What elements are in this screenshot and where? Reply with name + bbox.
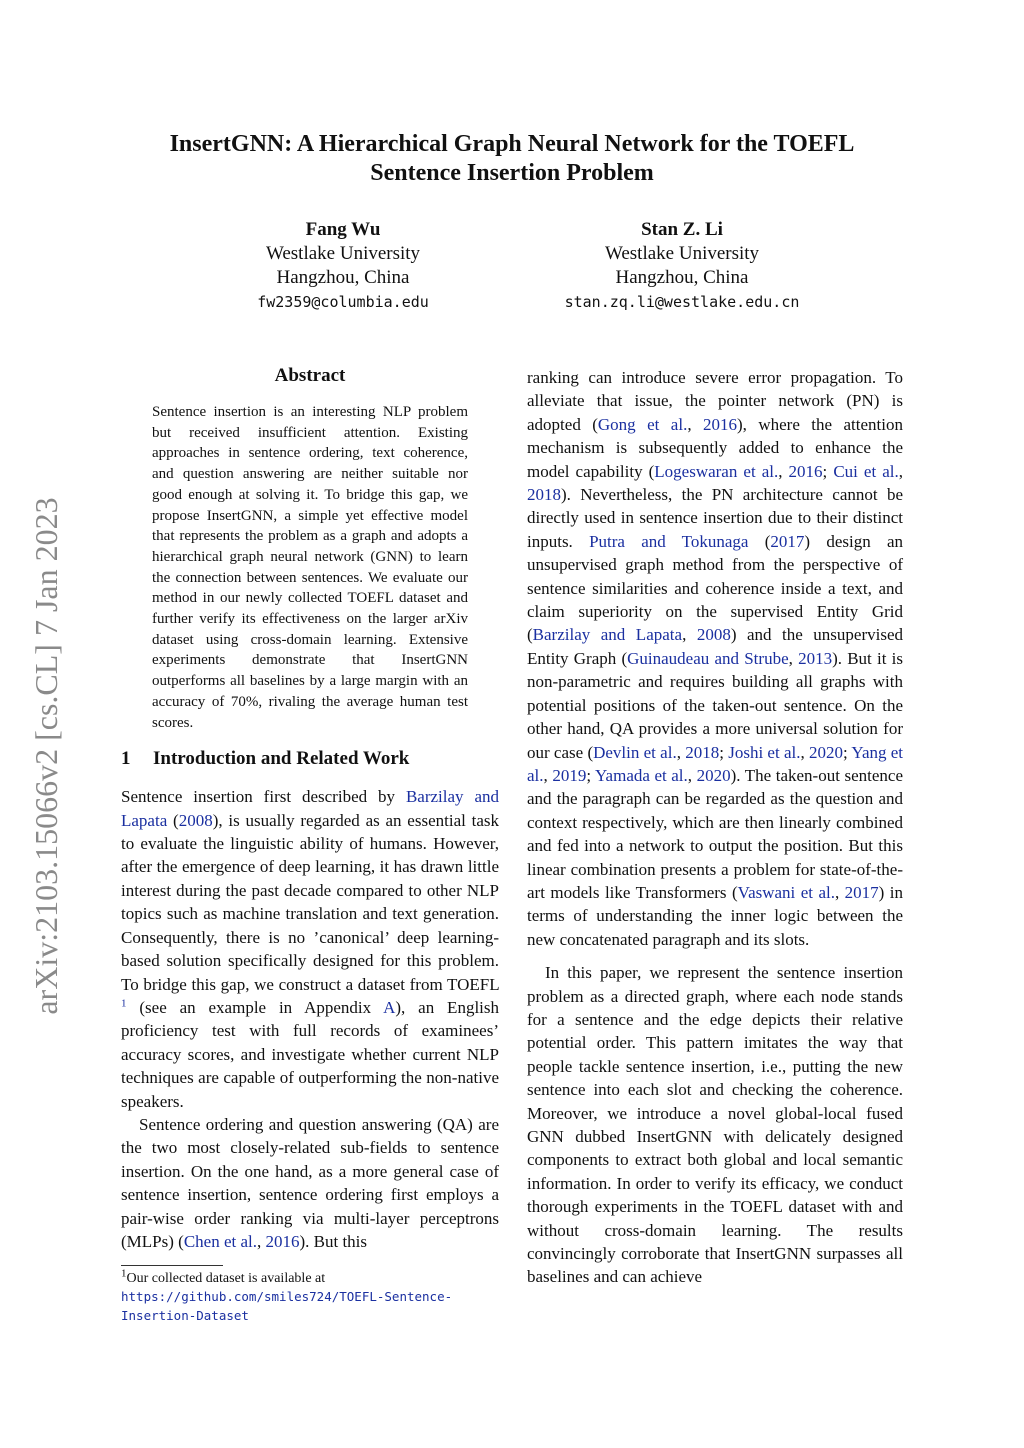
text-run: ; — [719, 742, 729, 762]
text-run: ) design an unsupervised graph method from the perspective of sentence similarities and coherence inside a text, and claim superiority on the supervised Entity Grid ( — [527, 531, 903, 645]
section-heading — [121, 747, 499, 771]
citation-link[interactable]: Devlin et al. — [593, 742, 677, 762]
citation-link[interactable]: 2008 — [178, 810, 213, 830]
section-number: 1 — [121, 748, 131, 770]
text-run: , — [256, 1231, 266, 1251]
citation-link[interactable]: 2019 — [552, 765, 587, 785]
author-name: Fang Wu — [305, 219, 381, 240]
appendix-link[interactable]: A — [383, 997, 396, 1017]
text-run: ; — [586, 765, 595, 785]
intro-paragraph-4: In this paper, we represent the sentence insertion problem as a directed graph, where each node stands for a sentence and the edge depicts their relative potential order. This pattern imitates the way that people tackle sentence insertion, i.e., putting the new sentence into each slot and checking the coherence. Moreover, we introduce a novel global-local fused GNN dubbed InsertGNN with delicately designed components to extract both global and local semantic information. In order to verify its efficacy, we conduct thorough experiments in the TOEFL dataset with and without cross-domain learning. The results convincingly corroborate that InsertGNN surpasses all baselines and can achieve — [527, 963, 903, 1287]
footnote-text: Our collected dataset is available at — [126, 1271, 326, 1287]
citation-link[interactable]: Chen et al. — [183, 1231, 257, 1251]
author-name: Stan Z. Li — [641, 219, 723, 240]
left-column — [121, 364, 499, 1326]
citation-link[interactable]: Gong et al. — [597, 414, 688, 434]
citation-link[interactable]: 2020 — [696, 765, 731, 785]
text-run: ; — [843, 742, 852, 762]
text-run: ) in terms of understanding the inner logic between the new concatenated paragraph and its slots. — [527, 882, 904, 949]
text-run: ( — [167, 810, 179, 830]
arxiv-stamp: arXiv:2103.15066v2 [cs.CL] 7 Jan 2023 — [28, 497, 64, 1015]
text-run: ; — [822, 461, 834, 481]
paper-title — [120, 130, 904, 188]
citation-link[interactable]: Vaswani et al. — [737, 882, 835, 902]
author-location: Hangzhou, China — [615, 267, 749, 288]
text-run: ). But this — [299, 1231, 368, 1251]
author-email: stan.zq.li@westlake.edu.cn — [564, 293, 800, 311]
text-run: ranking can introduce severe error propagation. To alleviate that issue, the pointer network (PN) is adopted ( — [527, 368, 903, 434]
citation-link[interactable]: Yamada et al. — [594, 765, 688, 785]
citation-link[interactable]: Barzilay and Lapata — [121, 787, 499, 830]
citation-link[interactable]: 2008 — [696, 625, 731, 645]
text-run: , — [687, 414, 704, 434]
text-run: , — [788, 648, 799, 668]
citation-link[interactable]: Cui et al. — [833, 461, 899, 481]
citation-link[interactable]: 2013 — [798, 648, 833, 668]
footnote-number: 1 — [121, 1267, 127, 1280]
text-run: ). But it is non-parametric and requires building all graphs with potential positions of the taken-out sentence. On the other hand, QA provides a more universal solution for our case ( — [527, 648, 903, 762]
citation-link[interactable]: 2017 — [844, 882, 879, 902]
citation-link[interactable]: 2016 — [703, 414, 738, 434]
text-run: (see an example in Appendix — [126, 997, 384, 1017]
text-run: ( — [748, 531, 771, 551]
text-run: , — [778, 461, 789, 481]
right-column — [527, 366, 903, 1289]
citation-link[interactable]: 2016 — [265, 1231, 300, 1251]
text-run: Sentence insertion first described by — [121, 787, 406, 807]
citation-link[interactable]: Yang et al. — [527, 742, 904, 785]
author-block-1 — [193, 218, 493, 314]
author-affiliation: Westlake University — [604, 243, 760, 264]
text-run: ) and the unsupervised Entity Graph ( — [527, 625, 904, 668]
citation-link[interactable]: 2016 — [788, 461, 823, 481]
title-line-1: InsertGNN: A Hierarchical Graph Neural Network for the TOEFL — [169, 131, 855, 157]
author-block-2 — [532, 218, 832, 314]
abstract-text: Sentence insertion is an interesting NLP problem but received insufficient attention. Existing approaches in sentence ordering, text coherence, and question answering are neither suitable nor good enough at solving it. To bridge this gap, we propose InsertGNN, a simple yet effective model that represents the problem as a graph and adopts a hierarchical graph neural network (GNN) to learn the connection between sentences. We evaluate our method in our newly collected TOEFL dataset and further verify its effectiveness on the larger arXiv dataset using cross-domain learning. Extensive experiments demonstrate that InsertGNN outperforms all baselines by a large margin with an accuracy of 70%, rivaling the average human test scores. — [152, 404, 468, 731]
citation-link[interactable]: Putra and Tokunaga — [589, 531, 749, 551]
footnote-rule — [121, 1265, 223, 1266]
text-run: , — [898, 461, 903, 481]
text-run: , — [682, 625, 697, 645]
section-title: Introduction and Related Work — [153, 748, 410, 770]
text-run: , — [834, 882, 845, 902]
citation-link[interactable]: Guinaudeau and Strube — [627, 648, 789, 668]
author-email: fw2359@columbia.edu — [257, 293, 429, 311]
citation-link[interactable]: 2017 — [770, 531, 805, 551]
author-affiliation: Westlake University — [265, 243, 421, 264]
citation-link[interactable]: 2020 — [809, 742, 844, 762]
citation-link[interactable]: Barzilay and Lapata — [532, 625, 683, 645]
dataset-url-link[interactable]: https://github.com/smiles724/TOEFL-Sentence-Insertion-Dataset — [121, 1289, 453, 1324]
citation-link[interactable]: Joshi et al. — [728, 742, 801, 762]
text-run: , — [687, 765, 697, 785]
citation-link[interactable]: 2018 — [685, 742, 720, 762]
text-run: ), is usually regarded as an essential task to evaluate the linguistic ability of humans. However, after the emergence of deep learning, it has drawn little interest during the past decade compared to other NLP topics such as machine translation and text generation. Consequently, there is no ’canonical’ deep learning-based solution specifically designed for this problem. To bridge this gap, we construct a dataset from TOEFL — [121, 810, 499, 994]
text-run: ). Nevertheless, the PN architecture cannot be directly used in sentence insertion due to their distinct inputs. — [527, 485, 903, 551]
text-run: , — [543, 765, 553, 785]
title-line-2: Sentence Insertion Problem — [370, 160, 654, 186]
author-location: Hangzhou, China — [276, 267, 410, 288]
text-run: ). The taken-out sentence and the paragraph can be regarded as the question and context respectively, which are then linearly combined and fed into a network to output the position. But this linear combination presents a problem for state-of-the-art models like Transformers ( — [527, 765, 903, 902]
intro-paragraph-2 — [121, 1113, 499, 1253]
text-run: Sentence ordering and question answering (QA) are the two most closely-related sub-fields to sentence insertion. On the one hand, as a more general case of sentence insertion, sentence ordering first employs a pair-wise order ranking via multi-layer perceptrons (MLPs) ( — [121, 1114, 499, 1251]
text-run: ), where the attention mechanism is subsequently added to enhance the model capability ( — [527, 414, 903, 481]
text-run: ), an English proficiency test with full records of examinees’ accuracy scores, and investigate whether current NLP techniques are capable of outperforming the non-native speakers. — [121, 997, 500, 1111]
intro-paragraph-1 — [121, 785, 499, 1113]
text-run: , — [800, 742, 810, 762]
citation-link[interactable]: 2018 — [527, 485, 561, 505]
text-run: , — [676, 742, 686, 762]
intro-paragraph-3 — [527, 366, 903, 951]
footnote — [121, 1267, 499, 1326]
citation-link[interactable]: Logeswaran et al. — [654, 461, 779, 481]
footnote-marker[interactable]: 1 — [121, 997, 127, 1010]
abstract-heading: Abstract — [274, 365, 346, 386]
